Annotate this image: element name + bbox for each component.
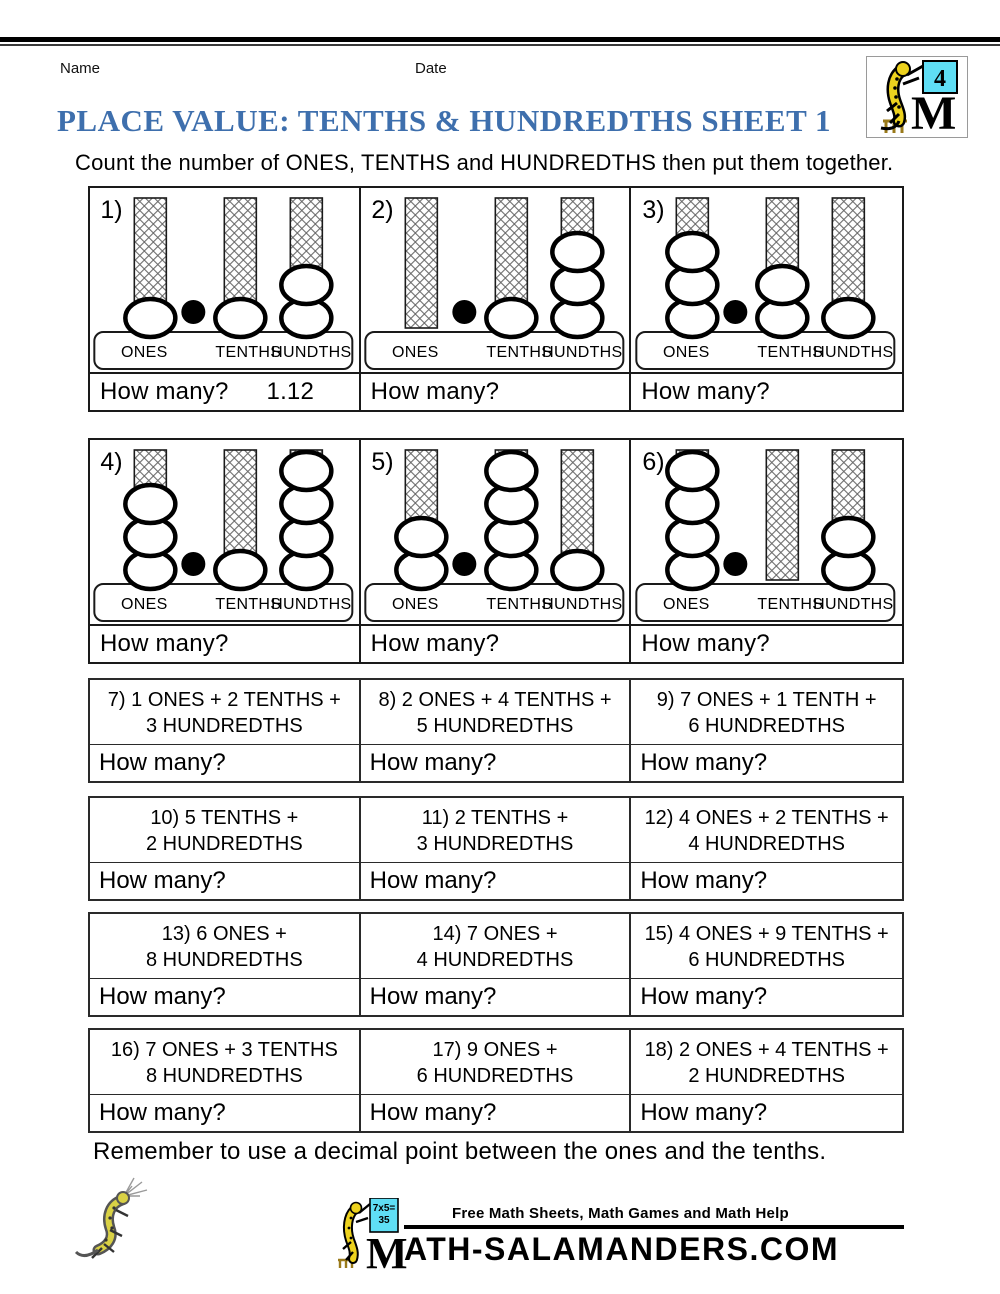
how-many-label: How many? <box>641 630 770 657</box>
problem-number: 2) <box>370 196 394 224</box>
text-problems-table-4 <box>88 1028 904 1133</box>
column-label: TENTHS <box>757 596 824 613</box>
bead <box>824 299 874 337</box>
abacus-figure <box>631 440 902 624</box>
footer-logo <box>330 1198 904 1270</box>
problem-text-line2: 2 HUNDREDTHS <box>145 833 303 855</box>
problem-number: 6) <box>642 448 665 476</box>
problem-text-line1: 9) 7 ONES + 1 TENTH + <box>656 689 877 711</box>
decimal-point-dot <box>452 552 476 576</box>
problem-number: 4) <box>100 448 123 476</box>
text-problem-cell <box>631 798 902 899</box>
instruction-text: Count the number of ONES, TENTHS and HUNDREDTHS then put them together. <box>75 150 894 175</box>
problem-text-line1: 11) 2 TENTHS + <box>421 807 569 829</box>
problem-number: 1) <box>100 196 123 224</box>
bead <box>125 485 175 523</box>
column-label: HUNDTHS <box>813 596 894 613</box>
answer-row <box>90 624 359 662</box>
column-label: ONES <box>121 344 168 361</box>
how-many-row: How many? <box>90 862 359 899</box>
decimal-point-dot <box>452 300 476 324</box>
bead <box>758 266 808 304</box>
top-divider <box>0 37 1000 46</box>
column-label: HUNDTHS <box>813 344 894 361</box>
logo-rule <box>404 1225 904 1229</box>
text-problem-cell <box>361 914 632 1015</box>
name-field-label: Name <box>60 60 101 77</box>
text-problem-cell <box>631 680 902 781</box>
decimal-point-dot <box>724 300 748 324</box>
column-label: TENTHS <box>486 344 552 361</box>
text-problem-cell <box>361 1030 632 1131</box>
decimal-point-dot <box>724 552 748 576</box>
how-many-row: How many? <box>631 978 902 1015</box>
decimal-point-dot <box>181 300 205 324</box>
bead <box>281 452 331 490</box>
abacus-problem-cell <box>361 440 632 662</box>
bead <box>125 299 175 337</box>
abacus-problem-cell <box>631 440 902 662</box>
text-problem-cell <box>90 680 361 781</box>
problem-text-line1: 10) 5 TENTHS + <box>150 807 299 829</box>
text-problems-table-1 <box>88 678 904 783</box>
problem-text-line2: 6 HUNDREDTHS <box>416 1065 574 1087</box>
text-problems-table-2 <box>88 796 904 901</box>
answer-row <box>361 624 630 662</box>
bead <box>486 299 536 337</box>
problem-text-line2: 5 HUNDREDTHS <box>416 715 574 737</box>
problem-text-line2: 2 HUNDREDTHS <box>688 1065 845 1087</box>
answer-value: 1.12 <box>266 378 315 405</box>
date-field-label: Date <box>415 60 447 77</box>
bead <box>215 551 265 589</box>
text-problem-cell <box>361 680 632 781</box>
problem-text-line1: 16) 7 ONES + 3 TENTHS <box>110 1039 338 1061</box>
column-label: TENTHS <box>757 344 824 361</box>
text-problem-cell <box>90 798 361 899</box>
text-problem-cell <box>631 914 902 1015</box>
column-label: TENTHS <box>486 596 552 613</box>
how-many-label: How many? <box>641 378 770 405</box>
how-many-row: How many? <box>631 744 902 781</box>
problem-text-line1: 7) 1 ONES + 2 TENTHS + <box>107 689 341 711</box>
how-many-label: How many? <box>100 378 229 405</box>
abacus-table-2 <box>88 438 904 664</box>
how-many-label: How many? <box>370 378 500 405</box>
problem-text-line2: 8 HUNDREDTHS <box>145 949 303 971</box>
column-label: TENTHS <box>215 344 282 361</box>
how-many-row: How many? <box>631 1094 902 1131</box>
bead <box>215 299 265 337</box>
abacus-table-1 <box>88 186 904 412</box>
how-many-row: How many? <box>361 744 630 781</box>
text-problems-table-3 <box>88 912 904 1017</box>
problem-text-line2: 4 HUNDREDTHS <box>416 949 574 971</box>
problem-text-line1: 12) 4 ONES + 2 TENTHS + <box>644 807 889 829</box>
abacus-figure <box>361 440 630 624</box>
badge-number: 4 <box>934 66 946 92</box>
how-many-label: How many? <box>370 630 500 657</box>
bead <box>486 452 536 490</box>
logo-m-letter: M <box>366 1229 408 1270</box>
problem-text-line1: 13) 6 ONES + <box>161 923 287 945</box>
abacus-rod <box>405 198 437 328</box>
answer-row <box>631 624 902 662</box>
bead <box>281 266 331 304</box>
problem-text-line1: 15) 4 ONES + 9 TENTHS + <box>644 923 889 945</box>
column-label: HUNDTHS <box>541 596 623 613</box>
logo-board-line2: 35 <box>378 1215 390 1226</box>
abacus-problem-cell <box>631 188 902 410</box>
problem-number: 5) <box>370 448 394 476</box>
gecko-illustration <box>62 1170 154 1273</box>
text-problem-cell <box>90 914 361 1015</box>
text-problem-cell <box>361 798 632 899</box>
salamander-badge-icon <box>867 57 965 135</box>
bead <box>824 518 874 556</box>
column-label: ONES <box>391 596 439 613</box>
logo-brand-text: ATH-SALAMANDERS.COM <box>404 1231 839 1267</box>
abacus-problem-cell <box>90 188 361 410</box>
problem-text-line1: 14) 7 ONES + <box>432 923 558 945</box>
abacus-rod <box>767 450 799 580</box>
bead <box>396 518 446 556</box>
bead <box>668 233 718 271</box>
how-many-row: How many? <box>90 978 359 1015</box>
abacus-figure <box>361 188 630 372</box>
column-label: HUNDTHS <box>541 344 623 361</box>
problem-text-line2: 3 HUNDREDTHS <box>145 715 303 737</box>
bead <box>668 452 718 490</box>
problem-text-line2: 3 HUNDREDTHS <box>416 833 574 855</box>
column-label: ONES <box>391 344 439 361</box>
column-label: HUNDTHS <box>271 344 352 361</box>
problem-text-line2: 6 HUNDREDTHS <box>688 715 845 737</box>
how-many-row: How many? <box>631 862 902 899</box>
logo-tagline: Free Math Sheets, Math Games and Math Help <box>452 1205 789 1222</box>
decimal-point-dot <box>181 552 205 576</box>
abacus-problem-cell <box>361 188 632 410</box>
how-many-label: How many? <box>100 630 229 657</box>
column-label: TENTHS <box>215 596 282 613</box>
logo-board-line1: 7x5= <box>372 1203 396 1214</box>
column-label: ONES <box>663 344 710 361</box>
how-many-row: How many? <box>361 862 630 899</box>
answer-row <box>631 372 902 410</box>
text-problem-cell <box>90 1030 361 1131</box>
problem-text-line1: 18) 2 ONES + 4 TENTHS + <box>644 1039 889 1061</box>
how-many-row: How many? <box>361 978 630 1015</box>
abacus-figure <box>90 188 359 372</box>
reminder-text: Remember to use a decimal point between the ones and the tenths. <box>93 1138 827 1165</box>
answer-row <box>90 372 359 410</box>
how-many-row: How many? <box>361 1094 630 1131</box>
column-label: HUNDTHS <box>271 596 352 613</box>
column-label: ONES <box>121 596 168 613</box>
abacus-figure <box>631 188 902 372</box>
how-many-row: How many? <box>90 1094 359 1131</box>
footer-logo-graphic <box>330 1198 412 1270</box>
problem-text-line2: 8 HUNDREDTHS <box>145 1065 303 1087</box>
problem-number: 3) <box>642 196 665 224</box>
page-title: PLACE VALUE: TENTHS & HUNDREDTHS SHEET 1 <box>57 103 831 138</box>
text-problem-cell <box>631 1030 902 1131</box>
badge-m-letter: M <box>911 87 957 135</box>
answer-row <box>361 372 630 410</box>
bead <box>552 233 602 271</box>
abacus-figure <box>90 440 359 624</box>
problem-text-line2: 6 HUNDREDTHS <box>688 949 845 971</box>
bead <box>552 551 602 589</box>
salamander-grade-badge <box>866 56 968 138</box>
abacus-problem-cell <box>90 440 361 662</box>
problem-text-line1: 17) 9 ONES + <box>432 1039 558 1061</box>
how-many-row: How many? <box>90 744 359 781</box>
gecko-icon <box>62 1170 154 1268</box>
problem-text-line2: 4 HUNDREDTHS <box>688 833 845 855</box>
column-label: ONES <box>663 596 710 613</box>
problem-text-line1: 8) 2 ONES + 4 TENTHS + <box>378 689 612 711</box>
